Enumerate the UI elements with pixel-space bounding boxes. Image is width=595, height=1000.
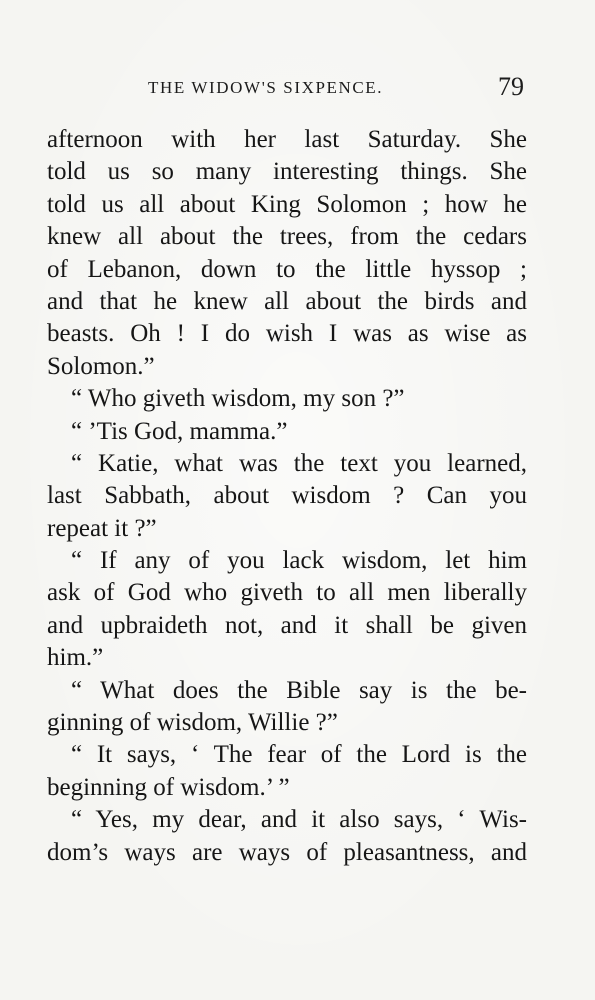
- text-line: of Lebanon, down to the little hyssop ;: [47, 255, 527, 283]
- text-line: beasts. Oh ! I do wish I was as wise as: [47, 320, 527, 348]
- text-line: “ ’Tis God, mamma.”: [71, 417, 288, 445]
- text-line: ask of God who giveth to all men liberally: [47, 579, 527, 607]
- text-line: told us so many interesting things. She: [47, 158, 527, 186]
- text-line: “ Yes, my dear, and it also says, ‘ Wis-: [71, 806, 527, 834]
- text-line: ginning of wisdom, Willie ?”: [47, 709, 338, 737]
- running-title: THE WIDOW'S SIXPENCE.: [148, 78, 384, 97]
- text-line: Solomon.”: [47, 352, 155, 380]
- text-line: him.”: [47, 644, 104, 672]
- running-head: [0, 70, 595, 110]
- text-line: told us all about King Solomon ; how he: [47, 190, 527, 218]
- text-line: “ What does the Bible say is the be-: [71, 676, 527, 704]
- text-line: “ Who giveth wisdom, my son ?”: [71, 385, 405, 413]
- text-line: “ Katie, what was the text you learned,: [71, 449, 527, 477]
- body-text: [47, 124, 527, 869]
- text-line: “ If any of you lack wisdom, let him: [71, 547, 527, 575]
- page-number: 79: [498, 72, 524, 101]
- text-line: and upbraideth not, and it shall be given: [47, 611, 527, 639]
- text-line: “ It says, ‘ The fear of the Lord is the: [71, 741, 527, 769]
- text-line: dom’s ways are ways of pleasantness, and: [47, 838, 527, 866]
- text-line: last Sabbath, about wisdom ? Can you: [47, 482, 527, 510]
- text-line: afternoon with her last Saturday. She: [47, 126, 527, 153]
- text-line: and that he knew all about the birds and: [47, 287, 527, 315]
- text-line: beginning of wisdom.’ ”: [47, 773, 290, 801]
- text-line: knew all about the trees, from the cedars: [47, 223, 527, 251]
- text-line: repeat it ?”: [47, 514, 157, 542]
